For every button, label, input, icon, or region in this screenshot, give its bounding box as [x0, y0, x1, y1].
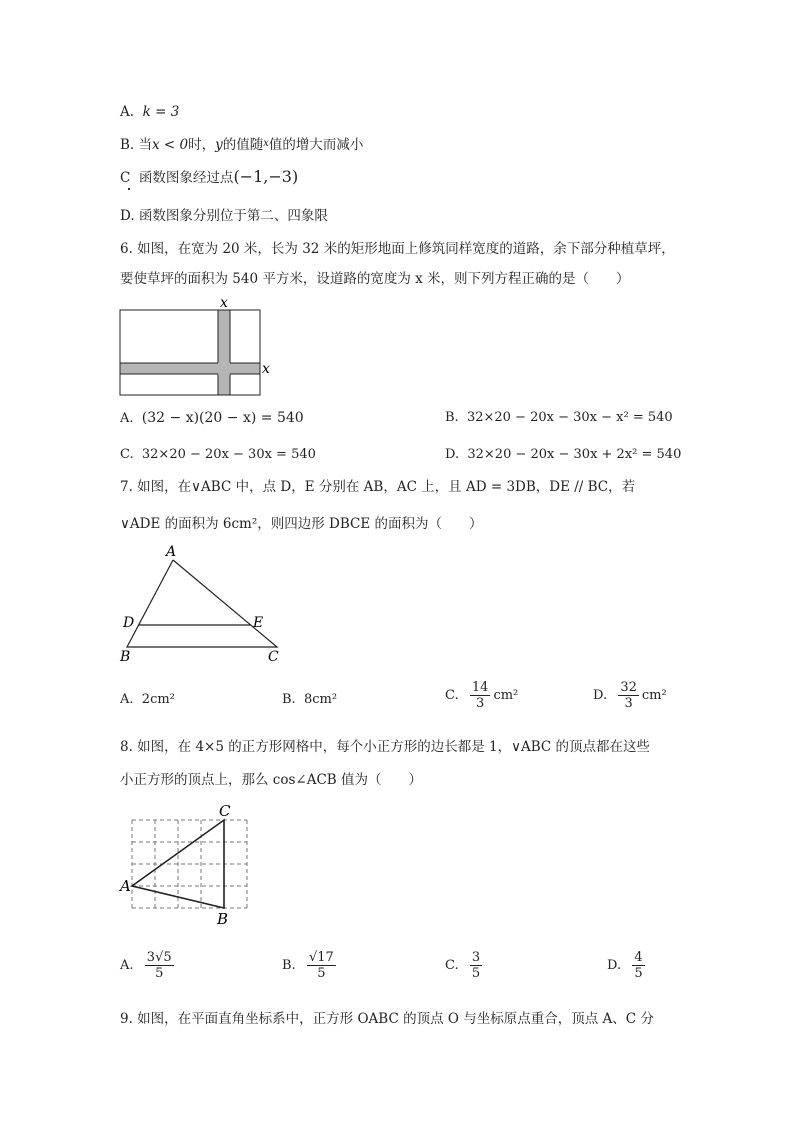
- q5-option-c: C 函数图象经过点(−1,−3): [120, 167, 299, 186]
- vertex-a-label: A: [166, 544, 177, 560]
- vertex-a-label: A: [120, 877, 131, 895]
- dashed-grid: [132, 820, 247, 908]
- q7-stem-line1: 7. 如图，在∨ABC 中，点 D，E 分别在 AB，AC 上，且 AD = 3DB，DE // BC，若: [120, 479, 636, 495]
- horizontal-road: [120, 363, 260, 374]
- q6-option-b: B. 32×20 − 20x − 30x − x² = 540: [445, 410, 673, 425]
- q8-option-b: B. $\frac{√17}{5}$: [282, 950, 334, 981]
- vertex-c-label: C: [268, 649, 279, 665]
- road-width-label-top: x: [220, 295, 228, 311]
- q8-option-a: A. $\frac{3√5}{5}$: [120, 950, 172, 981]
- point-e-label: E: [253, 615, 264, 631]
- q8-option-c: C. $\frac{3}{5}$: [445, 950, 481, 981]
- q8-grid-figure: [115, 800, 255, 930]
- q5-option-d: D. 函数图象分别位于第二、四象限: [120, 208, 328, 224]
- q8-stem-line1: 8. 如图，在 4×5 的正方形网格中，每个小正方形的边长都是 1，∨ABC 的顶点都在这些: [120, 739, 651, 755]
- q9-stem-line1: 9. 如图，在平面直角坐标系中，正方形 OABC 的顶点 O 与坐标原点重合，顶点 A、C 分: [120, 1011, 654, 1027]
- road-width-label-right: x: [262, 361, 270, 377]
- q7-option-a: A. 2cm²: [120, 692, 175, 707]
- q7-option-b: B. 8cm²: [282, 692, 338, 707]
- vertical-road: [218, 310, 230, 395]
- stray-dot: [128, 188, 130, 190]
- q7-triangle-figure: [115, 542, 290, 667]
- vertex-c-label: C: [219, 802, 231, 820]
- point-d-label: D: [123, 615, 135, 631]
- q8-stem-line2: 小正方形的顶点上，那么 cos∠ACB 值为（ ）: [120, 772, 423, 788]
- vertex-b-label: B: [120, 649, 131, 665]
- q7-stem-line2: ∨ADE 的面积为 6cm²，则四边形 DBCE 的面积为（ ）: [120, 516, 483, 532]
- q6-road-figure: [115, 295, 280, 400]
- vertex-b-label: B: [217, 910, 229, 928]
- q6-stem-line2: 要使草坪的面积为 540 平方米，设道路的宽度为 x 米，则下列方程正确的是（ ）: [120, 271, 630, 287]
- q8-option-d: D. $\frac{4}{5}$: [607, 950, 643, 981]
- q7-option-d: D. $\frac{32}{3}$ cm²: [593, 680, 667, 711]
- q6-stem-line1: 6. 如图，在宽为 20 米，长为 32 米的矩形地面上修筑同样宽度的道路，余下部分种植草坪，: [120, 241, 675, 257]
- q6-option-c: C. 32×20 − 20x − 30x = 540: [120, 447, 316, 462]
- q6-option-d: D. 32×20 − 20x − 30x + 2x² = 540: [445, 447, 682, 462]
- q5-option-b: B. 当x < 0时，y的值随$^x$值的增大而减小: [120, 137, 364, 153]
- q6-option-a: A. (32 − x)(20 − x) = 540: [120, 410, 304, 426]
- q7-option-c: C. $\frac{14}{3}$ cm²: [445, 680, 519, 711]
- q5-option-a: A. k = 3: [120, 104, 180, 120]
